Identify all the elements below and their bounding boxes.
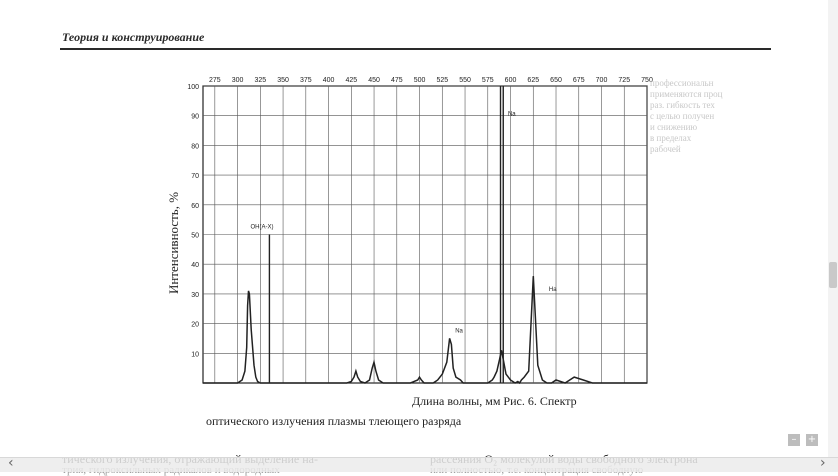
bleed-through-text xyxy=(650,78,770,155)
figure-caption-line1: Длина волны, мм Рис. 6. Спектр xyxy=(412,394,577,408)
scroll-left-arrow-icon[interactable]: ‹ xyxy=(8,455,14,471)
peak-annotation: Na xyxy=(455,328,463,335)
y-tick-label: 20 xyxy=(191,321,199,329)
x-tick-label: 375 xyxy=(299,77,312,84)
y-tick-label: 30 xyxy=(191,291,199,299)
y-tick-label: 60 xyxy=(191,202,199,210)
y-tick-label: 10 xyxy=(191,351,199,359)
x-tick-label: 725 xyxy=(618,77,631,84)
y-tick-label: 50 xyxy=(191,232,199,240)
y-tick-label: 90 xyxy=(191,113,199,121)
x-tick-label: 500 xyxy=(413,77,426,84)
x-tick-label: 275 xyxy=(208,77,221,84)
peak-annotation: OH(A-X) xyxy=(250,224,274,231)
spectrum-chart-svg xyxy=(160,68,670,393)
figure-caption-line2: оптического излучения плазмы тлеющего разряда xyxy=(206,414,462,428)
header-divider xyxy=(60,48,771,50)
x-tick-label: 575 xyxy=(481,77,494,84)
horizontal-scrollbar[interactable] xyxy=(0,457,838,472)
x-tick-label: 525 xyxy=(436,77,449,84)
page-header-title: Теория и конструирование xyxy=(62,30,205,44)
x-tick-label: 400 xyxy=(322,77,335,84)
x-tick-label: 450 xyxy=(368,77,380,84)
x-tick-label: 425 xyxy=(345,77,358,84)
peak-annotation: Ha xyxy=(548,286,557,293)
y-tick-label: 70 xyxy=(191,173,199,181)
x-tick-label: 700 xyxy=(595,77,608,84)
x-tick-label: 750 xyxy=(641,77,653,84)
y-tick-label: 100 xyxy=(187,84,199,91)
scroll-right-arrow-icon[interactable]: › xyxy=(820,455,826,471)
x-tick-label: 475 xyxy=(390,77,403,84)
y-tick-label: 40 xyxy=(191,262,199,270)
peak-annotation: Na xyxy=(507,111,516,118)
spectrum-chart xyxy=(160,68,670,393)
ghost-line: рабочей xyxy=(650,144,681,154)
vertical-scroll-thumb[interactable] xyxy=(829,262,837,288)
x-tick-label: 600 xyxy=(504,77,517,84)
x-tick-label: 325 xyxy=(254,77,267,84)
vertical-scrollbar[interactable] xyxy=(828,0,838,457)
x-tick-label: 350 xyxy=(277,77,289,84)
zoom-in-button[interactable]: + xyxy=(807,434,817,445)
ghost-line: в пределах xyxy=(650,133,692,143)
ghost-line: применяются проц xyxy=(650,89,723,99)
y-tick-label: 80 xyxy=(191,143,199,151)
ghost-line: с целью получен xyxy=(650,111,715,121)
x-tick-label: 300 xyxy=(231,77,244,84)
ghost-line: раз. гибкость тех xyxy=(650,100,715,110)
x-tick-label: 675 xyxy=(572,77,585,84)
x-tick-label: 650 xyxy=(550,77,562,84)
x-tick-label: 625 xyxy=(527,77,540,84)
y-axis-label: Интенсивность, % xyxy=(166,191,181,295)
x-tick-label: 550 xyxy=(459,77,471,84)
ghost-line: профессиональн xyxy=(650,78,714,88)
zoom-out-button[interactable]: – xyxy=(788,434,800,446)
ghost-line: и снижению xyxy=(650,122,698,132)
